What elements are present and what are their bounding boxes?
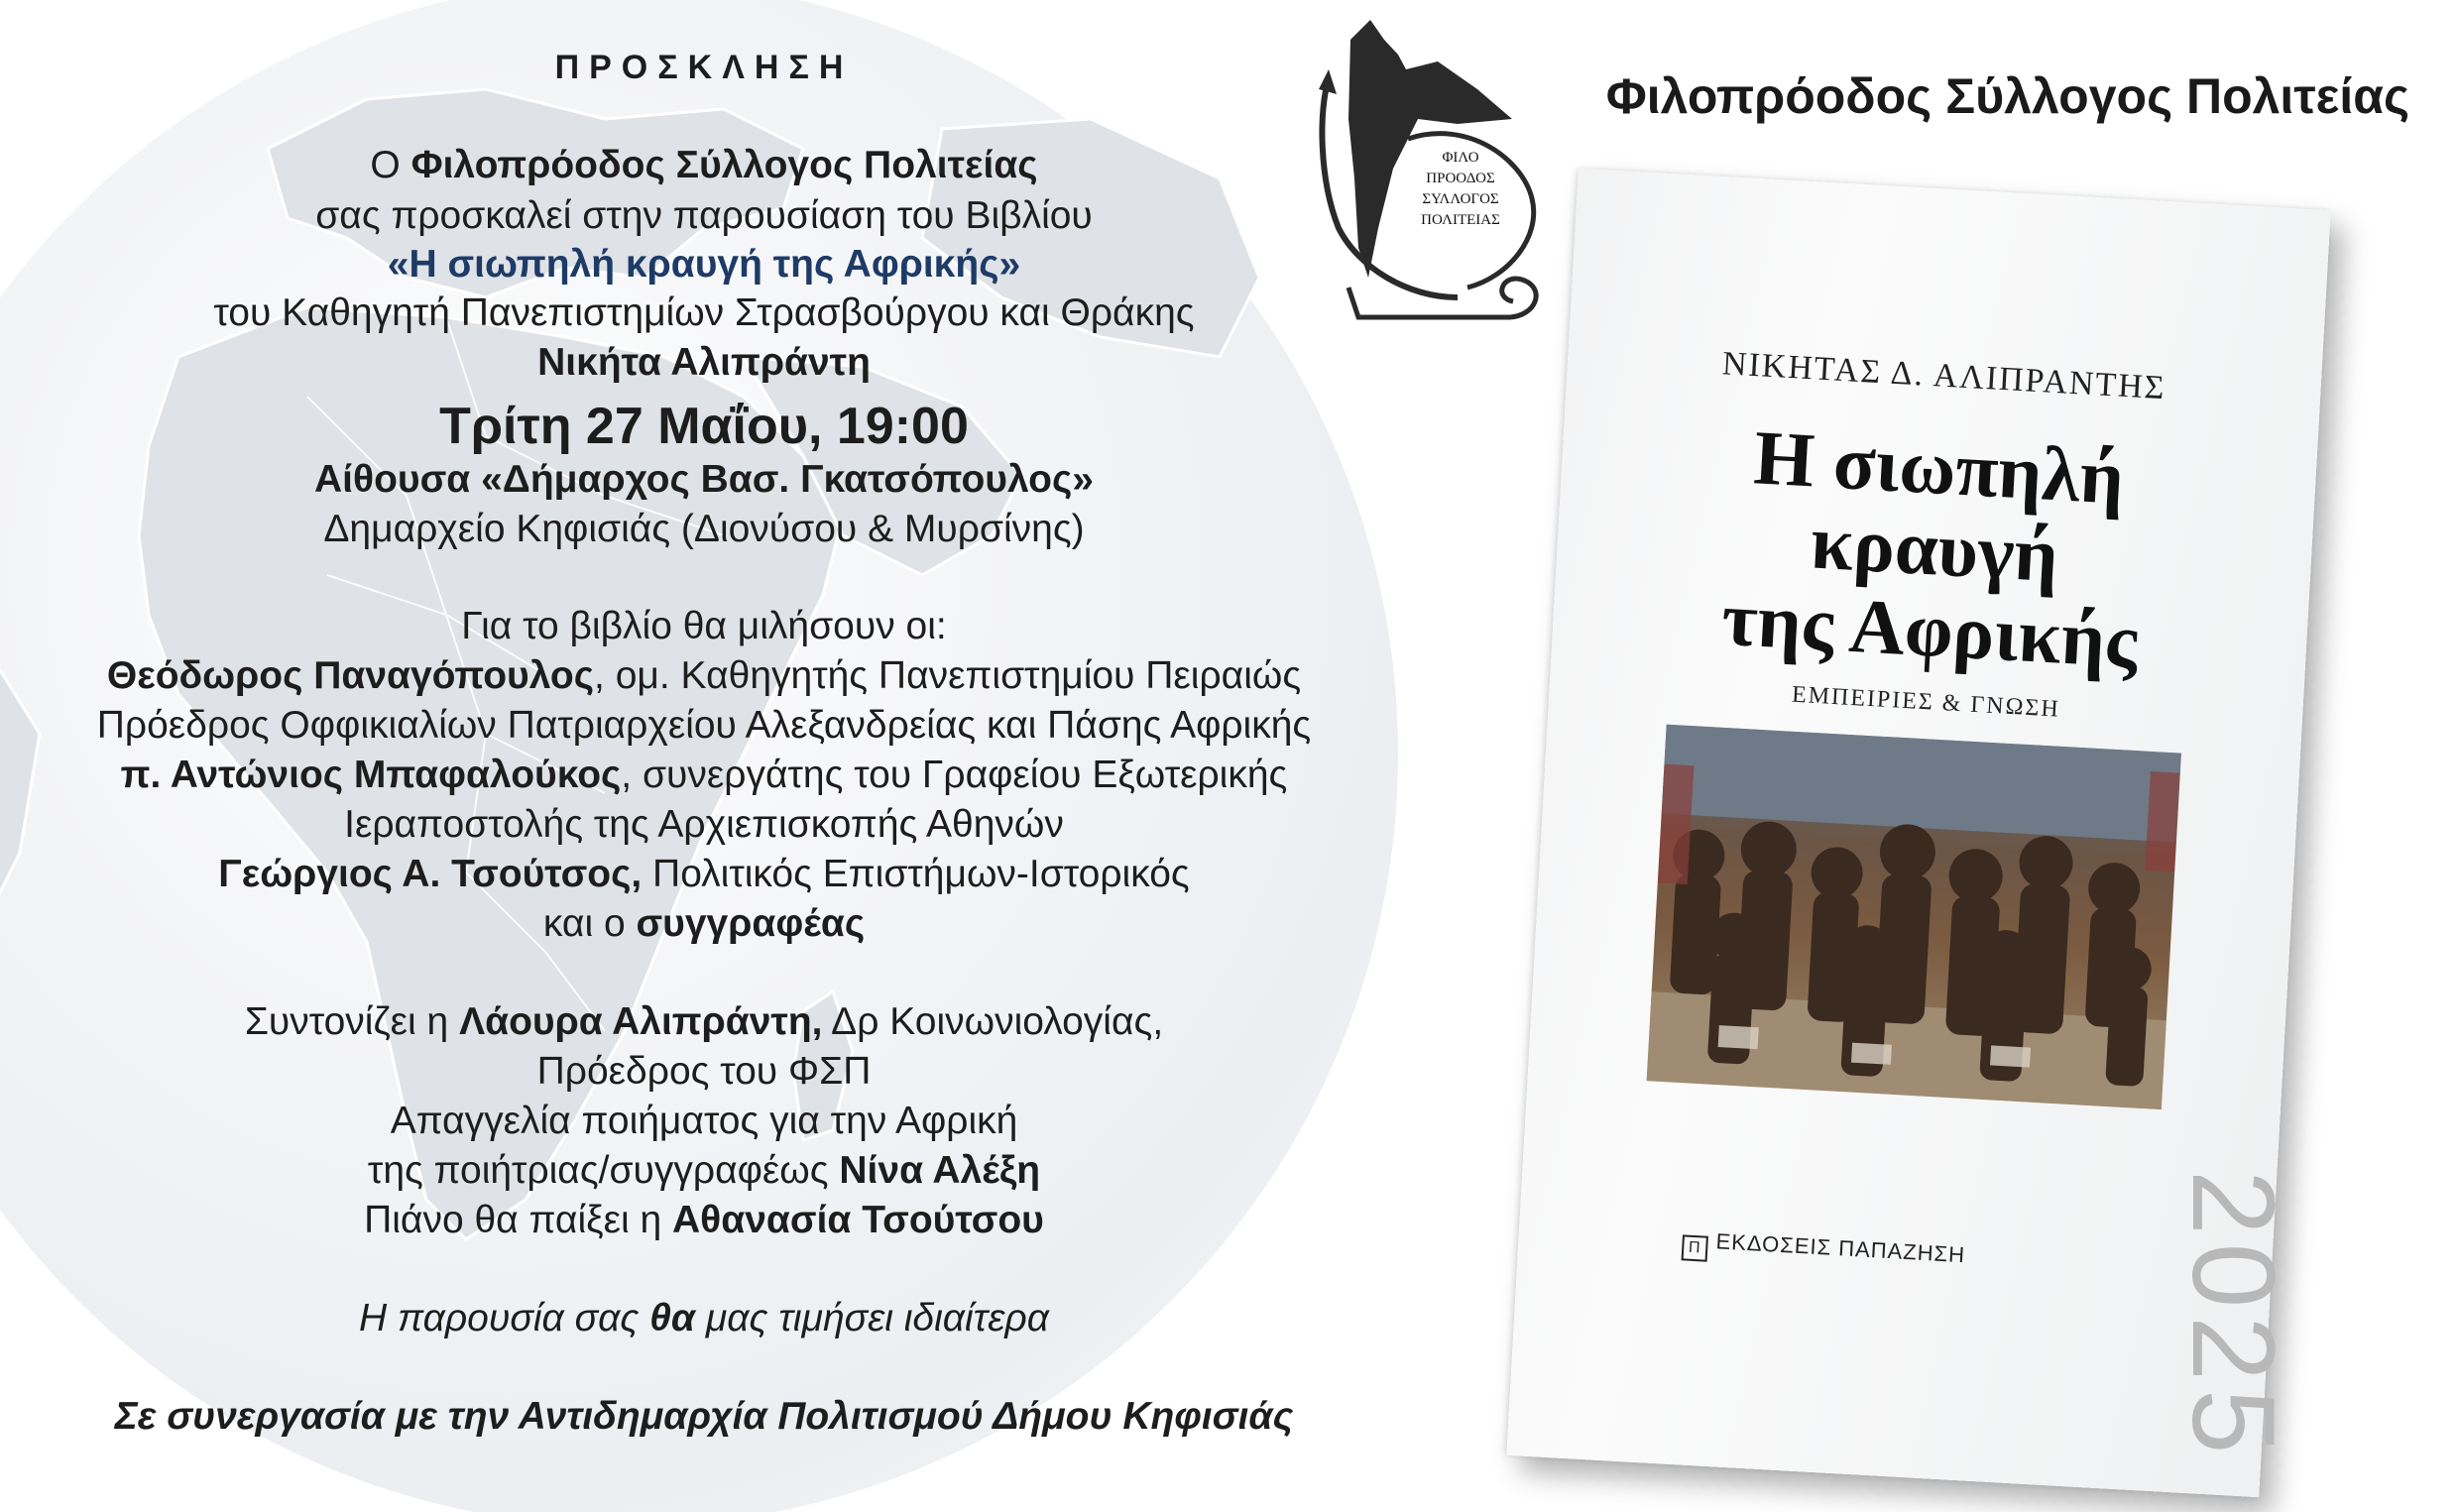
author-role-line: του Καθηγητή Πανεπιστημίων Στρασβούργου και Θράκης <box>213 291 1195 334</box>
closing-bold: θα <box>649 1297 696 1339</box>
poet-prefix: της ποιήτριας/συγγραφέως <box>367 1149 840 1192</box>
publisher-name: ΕΚΔΟΣΕΙΣ ΠΑΠΑΖΗΣΗ <box>1714 1228 1966 1268</box>
poem-line: Απαγγελία ποιήματος για την Αφρική <box>390 1100 1018 1142</box>
logo-text-1: ΦΙΛΟ <box>1442 150 1479 166</box>
speaker1-role2: Πρόεδρος Οφφικιαλίων Πατριαρχείου Αλεξανδρείας και Πάσης Αφρικής <box>96 704 1312 747</box>
closing-line <box>0 1295 1408 1342</box>
intro-line <box>0 142 1408 189</box>
speaker2-line <box>0 752 1408 799</box>
speaker2-name: π. Αντώνιος Μπαφαλούκος <box>120 754 622 796</box>
event-date: Τρίτη 27 Μαΐου, 19:00 <box>439 398 969 455</box>
and-author-prefix: και ο <box>542 902 637 945</box>
publisher-logo-icon: Π <box>1682 1234 1708 1261</box>
invites-line: σας προσκαλεί στην παρουσίαση του Βιβλίου <box>315 194 1093 237</box>
moderator-name: Λάουρα Αλιπράντη, <box>459 1000 823 1043</box>
club-logo <box>1299 0 1567 332</box>
author-name-line: Νικήτα Αλιπράντη <box>537 341 871 384</box>
speaker2-role2: Ιεραποστολής της Αρχιεπισκοπής Αθηνών <box>344 803 1064 846</box>
moderator-prefix: Συντονίζει η <box>244 1000 460 1043</box>
invitation-heading: ΠΡΟΣΚΛΗΣΗ <box>554 49 854 86</box>
and-author-line <box>0 900 1408 948</box>
book-title-line1: Η σιωπηλή <box>1751 413 2127 521</box>
venue-place: Δημαρχείο Κηφισιάς (Διονύσου & Μυρσίνης) <box>323 508 1085 550</box>
speaker1-name: Θεόδωρος Παναγόπουλος <box>106 654 595 697</box>
children-photo-icon <box>1647 725 2181 1109</box>
speaker3-line <box>0 851 1408 898</box>
poet-name: Νίνα Αλέξη <box>839 1149 1041 1192</box>
speakers-intro: Για το βιβλίο θα μιλήσουν οι: <box>461 605 947 647</box>
book-subtitle: ΕΜΠΕΙΡΙΕΣ & ΓΝΩΣΗ <box>1791 681 2061 723</box>
closing-prefix: Η παρουσία σας <box>359 1297 650 1339</box>
piano-name: Αθανασία Τσούτσου <box>672 1199 1044 1241</box>
speaker3-name: Γεώργιος Α. Τσούτσος, <box>218 853 643 895</box>
book-title-line: «Η σιωπηλή κραυγή της Αφρικής» <box>387 243 1021 286</box>
venue-hall: Αίθουσα «Δήμαρχος Βασ. Γκατσόπουλος» <box>314 458 1094 501</box>
closing-suffix: μας τιμήσει ιδιαίτερα <box>695 1297 1049 1339</box>
book-author: ΝΙΚΗΤΑΣ Δ. ΑΛΙΠΡΑΝΤΗΣ <box>1721 345 2167 407</box>
logo-text-4: ΠΟΛΙΤΕΙΑΣ <box>1421 212 1500 228</box>
book-title-line2: κραυγή <box>1808 498 2061 599</box>
book-title-line3: της Αφρικής <box>1719 574 2141 684</box>
moderator-role: Δρ Κοινωνιολογίας, <box>822 1000 1164 1043</box>
book-title <box>1552 406 2318 691</box>
collaboration-line: Σε συνεργασία με την Αντιδημαρχία Πολιτισμού Δήμου Κηφισιάς <box>114 1395 1294 1438</box>
poet-line <box>0 1147 1408 1195</box>
org-title: Φιλοπρόοδος Σύλλογος Πολιτείας <box>1605 68 2409 124</box>
moderator-role2: Πρόεδρος του ΦΣΠ <box>536 1050 872 1093</box>
and-author: συγγραφέας <box>636 902 866 945</box>
speaker2-role: , συνεργάτης του Γραφείου Εξωτερικής <box>621 754 1288 796</box>
logo-text-2: ΠΡΟΟΔΟΣ <box>1426 171 1495 186</box>
speaker1-role: , ομ. Καθηγητής Πανεπιστημίου Πειραιώς <box>594 654 1302 697</box>
intro-prefix: Ο <box>370 144 411 186</box>
book-publisher <box>1682 1226 1966 1276</box>
piano-line <box>0 1197 1408 1244</box>
piano-prefix: Πιάνο θα παίξει η <box>364 1199 673 1241</box>
moderator-line <box>0 998 1408 1046</box>
speaker1-line <box>0 652 1408 700</box>
organization-name: Φιλοπρόοδος Σύλλογος Πολιτείας <box>410 144 1038 186</box>
logo-text-3: ΣΥΛΛΟΓΟΣ <box>1422 191 1499 207</box>
year-label: 2025 <box>2167 1170 2298 1462</box>
cover-photo <box>1647 725 2181 1109</box>
speaker3-role: Πολιτικός Επιστήμων-Ιστορικός <box>642 853 1190 895</box>
